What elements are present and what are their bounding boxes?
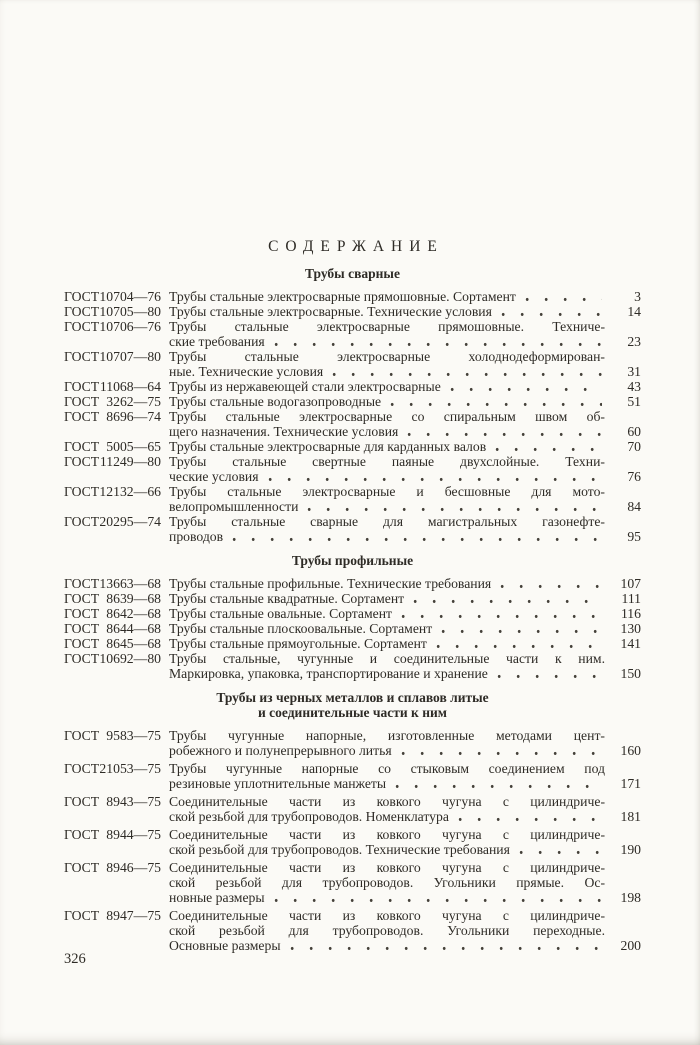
section-heading-line: Трубы профильные — [291, 553, 414, 568]
entry-page-number: 116 — [620, 606, 641, 621]
toc-entry — [64, 319, 641, 349]
entry-page-number: 60 — [627, 424, 641, 439]
entry-description-line — [169, 606, 605, 621]
toc-content — [64, 239, 641, 956]
toc-section — [64, 266, 641, 544]
gost-number: 10704—76 — [99, 289, 161, 304]
gost-word: ГОСТ — [64, 860, 100, 875]
entry-description-line: Трубы стальные электросварные холоднодеформирован- — [169, 349, 605, 364]
gost-number: 3262—75 — [106, 394, 161, 409]
entry-page-number: 95 — [627, 529, 641, 544]
entry-description — [169, 636, 605, 651]
gost-designation — [64, 514, 161, 529]
gost-designation — [64, 827, 161, 842]
entry-description-line — [169, 621, 605, 636]
entry-description-line — [169, 379, 605, 394]
entry-description-text: Трубы стальные водогазопроводные — [169, 394, 382, 409]
gost-designation — [64, 349, 161, 364]
entry-page-number: 14 — [627, 304, 641, 319]
gost-designation — [64, 728, 161, 743]
entry-description-line — [169, 776, 605, 791]
entry-page-number: 3 — [634, 289, 641, 304]
entry-description-text: Трубы стальные профильные. Технические требования — [169, 576, 492, 591]
toc-title: СОДЕРЖАНИЕ — [268, 238, 444, 255]
gost-designation — [64, 484, 161, 499]
entry-description-line — [169, 334, 605, 349]
entry-description — [169, 454, 605, 484]
entry-description — [169, 484, 605, 514]
toc-entry — [64, 439, 641, 454]
gost-number: 13663—68 — [99, 576, 161, 591]
toc-entry — [64, 591, 641, 606]
gost-word: ГОСТ — [64, 728, 100, 743]
toc-entry — [64, 576, 641, 591]
entry-page-number: 150 — [620, 666, 641, 681]
entry-description-text: Основные размеры — [169, 938, 281, 953]
gost-designation — [64, 651, 161, 666]
gost-designation — [64, 860, 161, 875]
gost-designation — [64, 908, 161, 923]
gost-number: 8943—75 — [106, 794, 161, 809]
page-folio: 326 — [64, 951, 86, 967]
entry-description-text: ской резьбой для трубопроводов. Номенклатура — [169, 809, 449, 824]
gost-word: ГОСТ — [64, 576, 100, 591]
gost-number: 11068—64 — [99, 379, 161, 394]
entry-page-number: 181 — [620, 809, 641, 824]
gost-designation — [64, 606, 161, 621]
entry-description — [169, 576, 605, 591]
entry-description-text: ской резьбой для трубопроводов. Технические требования — [169, 842, 510, 857]
entry-description-line — [169, 364, 605, 379]
gost-word: ГОСТ — [64, 439, 100, 454]
gost-designation — [64, 379, 161, 394]
dot-leader — [395, 776, 602, 791]
dot-leader — [497, 666, 602, 681]
entry-description-line — [169, 591, 605, 606]
gost-word: ГОСТ — [64, 484, 100, 499]
gost-designation — [64, 319, 161, 334]
gost-designation — [64, 304, 161, 319]
entry-description-line: Соединительные части из ковкого чугуна с цилиндриче- — [169, 794, 605, 809]
entry-description-line — [169, 938, 605, 953]
entry-description-line: ской резьбой для трубопроводов. Угольники переходные. — [169, 923, 605, 938]
gost-word: ГОСТ — [64, 304, 100, 319]
gost-designation — [64, 439, 161, 454]
toc-entry — [64, 636, 641, 651]
entry-page-number: 190 — [620, 842, 641, 857]
toc-entry — [64, 651, 641, 681]
dot-leader — [401, 743, 602, 758]
entry-description-line — [169, 809, 605, 824]
entry-page-number: 51 — [627, 394, 641, 409]
gost-number: 5005—65 — [106, 439, 161, 454]
gost-word: ГОСТ — [64, 636, 100, 651]
dot-leader — [307, 499, 602, 514]
gost-number: 8644—68 — [106, 621, 161, 636]
toc-section — [64, 690, 641, 953]
entry-description-line: Трубы стальные сварные для магистральных газонефте- — [169, 514, 605, 529]
gost-designation — [64, 761, 161, 776]
entry-page-number: 200 — [620, 938, 641, 953]
entry-description-line — [169, 289, 605, 304]
dot-leader — [390, 394, 602, 409]
dot-leader — [500, 576, 602, 591]
entry-description-text: ские требования — [169, 334, 265, 349]
dot-leader — [401, 606, 602, 621]
entry-description-text: проводов — [169, 529, 224, 544]
entry-page-number: 43 — [627, 379, 641, 394]
entry-description-text: Трубы стальные плоскоовальные. Сортамент — [169, 621, 433, 636]
entry-page-number: 31 — [627, 364, 641, 379]
gost-number: 8639—68 — [106, 591, 161, 606]
entry-description-line — [169, 424, 605, 439]
dot-leader — [501, 304, 602, 319]
entry-description — [169, 319, 605, 349]
dot-leader — [407, 424, 602, 439]
toc-entry — [64, 827, 641, 857]
dot-leader — [519, 842, 602, 857]
entry-description-text: робежного и полунепрерывного литья — [169, 743, 392, 758]
toc-entry — [64, 454, 641, 484]
gost-designation — [64, 576, 161, 591]
entry-page-number: 107 — [620, 576, 641, 591]
dot-leader — [441, 621, 602, 636]
section-heading-line: и соединительные части к ним — [258, 705, 447, 720]
entry-description — [169, 606, 605, 621]
gost-designation — [64, 794, 161, 809]
dot-leader — [450, 379, 602, 394]
entry-page-number: 84 — [627, 499, 641, 514]
gost-number: 10692—80 — [99, 651, 161, 666]
entry-description-text: ные. Технические условия — [169, 364, 324, 379]
gost-word: ГОСТ — [64, 319, 100, 334]
gost-designation — [64, 454, 161, 469]
gost-word: ГОСТ — [64, 454, 100, 469]
entry-description-text: Трубы стальные квадратные. Сортамент — [169, 591, 405, 606]
entry-description-line: Соединительные части из ковкого чугуна с цилиндриче- — [169, 860, 605, 875]
gost-word: ГОСТ — [64, 591, 100, 606]
section-heading-line: Трубы сварные — [305, 266, 400, 281]
entry-description-line: Трубы стальные электросварные со спиральным швом об- — [169, 409, 605, 424]
gost-word: ГОСТ — [64, 514, 100, 529]
entry-description-text: Трубы стальные электросварные. Технические условия — [169, 304, 492, 319]
gost-number: 8642—68 — [106, 606, 161, 621]
gost-number: 10706—76 — [99, 319, 161, 334]
entry-description-line — [169, 304, 605, 319]
dot-leader — [495, 439, 602, 454]
gost-word: ГОСТ — [64, 349, 100, 364]
entry-description-text: ческие условия — [169, 469, 259, 484]
entry-description — [169, 827, 605, 857]
toc-entry — [64, 728, 641, 758]
entry-description-line — [169, 666, 605, 681]
entry-description-line: Трубы стальные свертные паяные двухслойные. Техни- — [169, 454, 605, 469]
entry-description-line — [169, 394, 605, 409]
entry-description — [169, 439, 605, 454]
toc-entry — [64, 349, 641, 379]
gost-number: 8947—75 — [106, 908, 161, 923]
toc-entry — [64, 606, 641, 621]
gost-number: 10705—80 — [99, 304, 161, 319]
dot-leader — [436, 636, 602, 651]
section-heading — [64, 266, 641, 281]
entry-description — [169, 794, 605, 824]
entry-description — [169, 651, 605, 681]
entry-description-text: Трубы стальные электросварные прямошовные. Сортамент — [169, 289, 516, 304]
dot-leader — [268, 469, 602, 484]
entry-description — [169, 409, 605, 439]
entry-description — [169, 591, 605, 606]
entry-description — [169, 908, 605, 953]
gost-number: 8645—68 — [106, 636, 161, 651]
entry-page-number: 111 — [621, 591, 641, 606]
gost-number: 8944—75 — [106, 827, 161, 842]
entry-description — [169, 304, 605, 319]
entry-page-number: 198 — [620, 890, 641, 905]
gost-designation — [64, 636, 161, 651]
entry-description-text: новные размеры — [169, 890, 265, 905]
toc-entry — [64, 860, 641, 905]
entry-description-text: Маркировка, упаковка, транспортирование и хранение — [169, 666, 488, 681]
dot-leader — [525, 289, 602, 304]
gost-number: 21053—75 — [99, 761, 161, 776]
dot-leader — [413, 591, 602, 606]
entry-page-number: 76 — [627, 469, 641, 484]
entry-description-text: Трубы из нержавеющей стали электросварные — [169, 379, 441, 394]
gost-word: ГОСТ — [64, 606, 100, 621]
toc-entry — [64, 304, 641, 319]
gost-number: 10707—80 — [99, 349, 161, 364]
entry-description-line — [169, 469, 605, 484]
entry-description-text: резиновые уплотнительные манжеты — [169, 776, 387, 791]
entry-description-line: Трубы стальные, чугунные и соединительные части к ним. — [169, 651, 605, 666]
entry-description-text: Трубы стальные электросварные для карданных валов — [169, 439, 487, 454]
toc-entry — [64, 289, 641, 304]
entry-description-text: щего назначения. Технические условия — [169, 424, 399, 439]
section-heading — [64, 690, 641, 720]
toc-entry — [64, 409, 641, 439]
toc-entry — [64, 761, 641, 791]
toc-entry — [64, 908, 641, 953]
entry-page-number: 70 — [627, 439, 641, 454]
entry-description-line — [169, 499, 605, 514]
dot-leader — [458, 809, 602, 824]
entry-description-line: Трубы чугунные напорные, изготовленные методами цент- — [169, 728, 605, 743]
entry-description — [169, 514, 605, 544]
entry-page-number: 141 — [620, 636, 641, 651]
entry-description-line — [169, 890, 605, 905]
gost-designation — [64, 394, 161, 409]
toc-entry — [64, 514, 641, 544]
gost-word: ГОСТ — [64, 651, 100, 666]
gost-word: ГОСТ — [64, 379, 100, 394]
toc-entry — [64, 794, 641, 824]
entry-description-line: Соединительные части из ковкого чугуна с цилиндриче- — [169, 908, 605, 923]
entry-description-line — [169, 842, 605, 857]
entry-page-number: 130 — [620, 621, 641, 636]
entry-description — [169, 289, 605, 304]
entry-page-number: 160 — [620, 743, 641, 758]
gost-word: ГОСТ — [64, 908, 100, 923]
gost-number: 12132—66 — [99, 484, 161, 499]
gost-number: 20295—74 — [99, 514, 161, 529]
gost-designation — [64, 621, 161, 636]
gost-word: ГОСТ — [64, 394, 100, 409]
entry-description-line — [169, 439, 605, 454]
toc-entry — [64, 621, 641, 636]
entry-page-number: 171 — [620, 776, 641, 791]
entry-description-line: ской резьбой для трубопроводов. Угольники прямые. Ос- — [169, 875, 605, 890]
entry-description-line — [169, 576, 605, 591]
entry-description-text: Трубы стальные овальные. Сортамент — [169, 606, 392, 621]
entry-description-line: Соединительные части из ковкого чугуна с цилиндриче- — [169, 827, 605, 842]
entry-description-line: Трубы чугунные напорные со стыковым соединением под — [169, 761, 605, 776]
entry-page-number: 23 — [627, 334, 641, 349]
gost-number: 8696—74 — [106, 409, 161, 424]
gost-designation — [64, 591, 161, 606]
entry-description — [169, 349, 605, 379]
dot-leader — [232, 529, 602, 544]
entry-description — [169, 728, 605, 758]
entry-description — [169, 621, 605, 636]
toc-sections — [64, 266, 641, 953]
dot-leader — [290, 938, 602, 953]
entry-description-line: Трубы стальные электросварные и бесшовные для мото- — [169, 484, 605, 499]
entry-description — [169, 860, 605, 905]
toc-entry — [64, 484, 641, 514]
gost-number: 8946—75 — [106, 860, 161, 875]
gost-word: ГОСТ — [64, 794, 100, 809]
gost-word: ГОСТ — [64, 827, 100, 842]
dot-leader — [332, 364, 602, 379]
gost-number: 9583—75 — [106, 728, 161, 743]
toc-section — [64, 553, 641, 681]
section-heading-line: Трубы из черных металлов и сплавов литые — [216, 690, 489, 705]
gost-designation — [64, 289, 161, 304]
dot-leader — [274, 334, 602, 349]
dot-leader — [274, 890, 602, 905]
entry-description-line: Трубы стальные электросварные прямошовные. Техниче- — [169, 319, 605, 334]
toc-entry — [64, 394, 641, 409]
gost-designation — [64, 409, 161, 424]
gost-word: ГОСТ — [64, 289, 100, 304]
entry-description-line — [169, 636, 605, 651]
entry-description — [169, 379, 605, 394]
gost-word: ГОСТ — [64, 761, 100, 776]
entry-description-line — [169, 743, 605, 758]
section-heading — [64, 553, 641, 568]
entry-description-text: велопромышленности — [169, 499, 299, 514]
gost-word: ГОСТ — [64, 621, 100, 636]
toc-entry — [64, 379, 641, 394]
gost-word: ГОСТ — [64, 409, 100, 424]
entry-description-text: Трубы стальные прямоугольные. Сортамент — [169, 636, 427, 651]
entry-description — [169, 394, 605, 409]
entry-description — [169, 761, 605, 791]
gost-number: 11249—80 — [99, 454, 161, 469]
entry-description-line — [169, 529, 605, 544]
